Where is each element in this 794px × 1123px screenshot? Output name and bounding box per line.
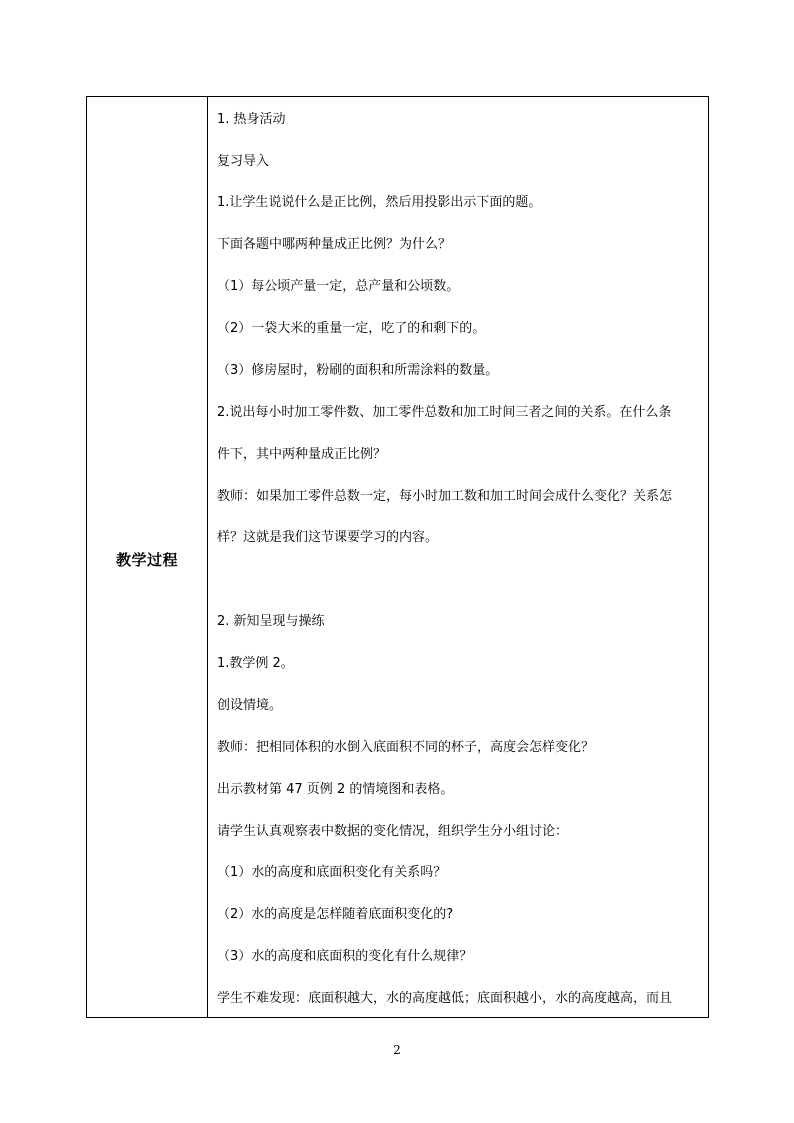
content-line: 教师：如果加工零件总数一定，每小时加工数和加工时间会成什么变化？关系怎 — [217, 489, 673, 504]
content-line: 下面各题中哪两种量成正比例？为什么？ — [217, 237, 452, 252]
content-line: （2）水的高度是怎样随着底面积变化的? — [217, 907, 454, 922]
content-line: 1.让学生说说什么是正比例，然后用投影出示下面的题。 — [217, 195, 542, 210]
content-line: 出示教材第 47 页例 2 的情境图和表格。 — [217, 782, 454, 797]
section-label: 教学过程 — [115, 551, 178, 569]
content-line: 件下，其中两种量成正比例？ — [217, 447, 387, 462]
content-line: 复习导入 — [217, 154, 270, 169]
content-line: （1）每公顷产量一定，总产量和公顷数。 — [217, 279, 460, 294]
content-line: 请学生认真观察表中数据的变化情况，组织学生分小组讨论： — [217, 824, 569, 839]
content-line: （1）水的高度和底面积变化有关系吗？ — [217, 865, 447, 880]
content-line: （2）一袋大米的重量一定，吃了的和剩下的。 — [217, 321, 486, 336]
content-line: 1.教学例 2。 — [217, 656, 294, 671]
section-content-cell — [208, 97, 708, 1017]
section-label-cell — [87, 97, 208, 1017]
page-number: 2 — [393, 1043, 401, 1057]
content-line: 2.说出每小时加工零件数、加工零件总数和加工时间三者之间的关系。在什么条 — [217, 405, 672, 420]
content-line: 创设情境。 — [217, 698, 283, 713]
content-line: 1. 热身活动 — [217, 112, 286, 127]
content-line: 学生不难发现：底面积越大，水的高度越低；底面积越小，水的高度越高，而且 — [217, 991, 673, 1006]
content-line: （3）修房屋时，粉刷的面积和所需涂料的数量。 — [217, 363, 499, 378]
content-line: （3）水的高度和底面积的变化有什么规律？ — [217, 949, 473, 964]
content-line: 教师：把相同体积的水倒入底面积不同的杯子，高度会怎样变化？ — [217, 740, 595, 755]
lesson-table — [86, 96, 709, 1018]
content-line: 样？这就是我们这节课要学习的内容。 — [217, 530, 439, 545]
content-line: 2. 新知呈现与操练 — [217, 614, 325, 629]
